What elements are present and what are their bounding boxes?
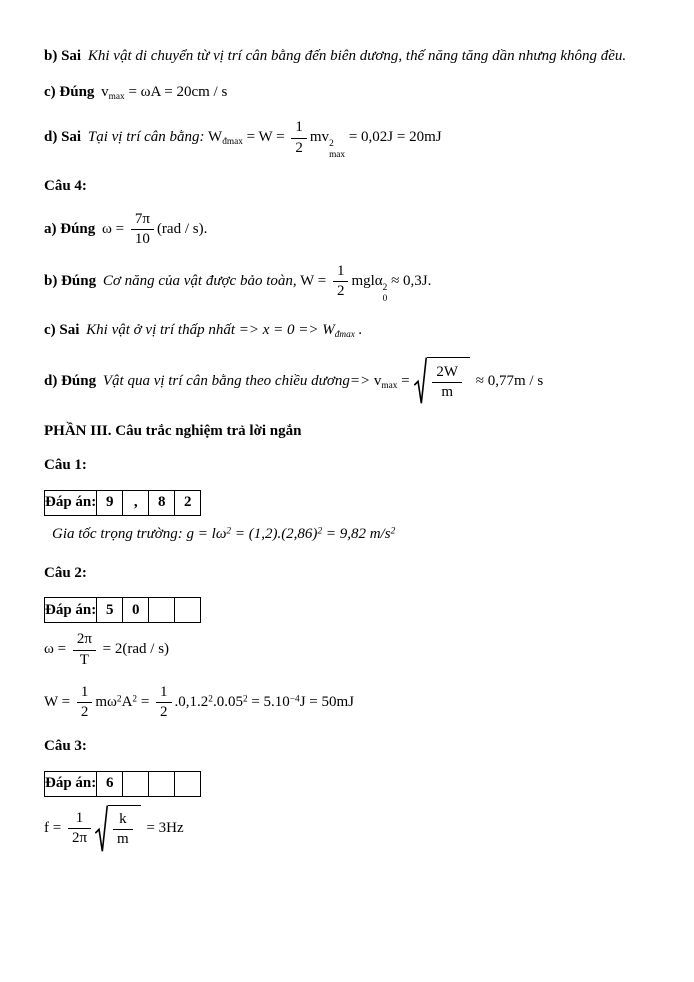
- answer-cell-3: [149, 598, 175, 623]
- formula-vmax: [101, 84, 228, 103]
- radical-sign-icon: [414, 357, 427, 406]
- fraction: [68, 810, 91, 848]
- answer-cell-2: 0: [123, 598, 149, 623]
- answer-cell-3: [149, 771, 175, 796]
- answer-cell-1: 5: [97, 598, 123, 623]
- answer-table-cau1: [44, 490, 201, 516]
- fraction-denominator: T: [79, 651, 89, 668]
- answer-cell-4: 2: [175, 490, 201, 515]
- statement-b3: [44, 46, 652, 67]
- math-text: .0,1.2: [174, 693, 209, 710]
- statement-b4-note: Cơ năng của vật được bảo toàn,: [102, 273, 297, 290]
- math-subscript: max: [329, 150, 346, 161]
- math-var: mω: [95, 693, 117, 710]
- statement-c4-text: [86, 322, 363, 341]
- statement-d3: [44, 119, 652, 161]
- math-text: ≈ 0,77m / s: [475, 373, 544, 390]
- cau1-heading: Câu 1:: [44, 457, 87, 474]
- fraction-numerator: k: [113, 811, 133, 830]
- fraction: [73, 631, 96, 669]
- formula-energy-calc: [44, 683, 355, 720]
- math-superscript: 2: [317, 526, 323, 537]
- formula-vmax-sqrt: [373, 363, 544, 401]
- math-text: W =: [300, 273, 327, 290]
- math-text: =: [140, 693, 150, 710]
- fraction-denominator: 2: [160, 704, 168, 720]
- math-subscript: max: [108, 92, 125, 103]
- square-root: [414, 357, 470, 406]
- math-text: = W =: [246, 129, 285, 146]
- section3-heading: PHẦN III. Câu trắc nghiệm trả lời ngắn: [44, 423, 302, 440]
- formula-energy: [300, 263, 432, 305]
- fraction-denominator: 2: [295, 139, 303, 156]
- answer-cell-2: [123, 771, 149, 796]
- radicand: [427, 357, 470, 406]
- statement-d3-note: Tại vị trí cân bằng:: [87, 129, 205, 146]
- math-superscript: 2: [329, 139, 334, 150]
- math-superscript: 2: [116, 694, 122, 705]
- formula-wdmax: [208, 119, 442, 161]
- math-text: = (1,2).(2,86): [234, 525, 318, 542]
- formula-gravity: [187, 526, 396, 542]
- fraction-numerator: 1: [156, 684, 172, 703]
- math-text: = ωA = 20cm / s: [128, 84, 228, 101]
- answer-cell-4: [175, 598, 201, 623]
- math-text: = 0,02J = 20mJ: [348, 129, 442, 146]
- statement-d4: [44, 357, 652, 406]
- math-superscript: 2: [390, 526, 396, 537]
- answer-label: Đáp án:: [45, 771, 97, 796]
- answer-label: Đáp án:: [45, 490, 97, 515]
- square-root: [95, 805, 141, 854]
- math-superscript: 2: [208, 694, 213, 705]
- answer-row: [45, 490, 201, 515]
- fraction-denominator: 10: [134, 230, 150, 247]
- statement-b4: [44, 263, 652, 305]
- math-text: = 9,82 m/s: [325, 525, 391, 542]
- fraction-numerator: 1: [333, 263, 349, 282]
- cau1-note: Gia tốc trọng trường:: [52, 525, 183, 542]
- answer-cell-3: 8: [149, 490, 175, 515]
- fraction: [156, 684, 172, 722]
- answer-cell-1: 9: [97, 490, 123, 515]
- statement-a4: [44, 211, 652, 249]
- statement-d4-label: d) Đúng: [44, 373, 97, 390]
- math-text: = 5.10: [251, 693, 290, 710]
- fraction-denominator: m: [117, 831, 129, 848]
- fraction: [333, 263, 349, 301]
- fraction: [77, 684, 93, 722]
- math-text: f =: [44, 820, 62, 837]
- fraction: [432, 364, 462, 402]
- statement-c4-label: c) Sai: [44, 322, 80, 339]
- fraction-numerator: 1: [68, 810, 91, 829]
- answer-table-cau2: [44, 597, 201, 623]
- fraction-denominator: 2: [336, 283, 345, 300]
- math-text: ω =: [44, 641, 67, 658]
- fraction: [131, 211, 154, 249]
- math-var: v: [373, 373, 382, 390]
- radical-sign-icon: [95, 805, 108, 854]
- math-subscript: đmax: [222, 137, 243, 148]
- answer-label: Đáp án:: [45, 598, 97, 623]
- math-text: ω =: [102, 220, 125, 237]
- fraction-numerator: 1: [77, 684, 93, 703]
- answer-table-cau3: [44, 771, 201, 797]
- answer-row: [45, 771, 201, 796]
- cau2-formula-energy: [44, 684, 652, 722]
- math-text: ≈ 0,3J.: [391, 273, 432, 290]
- math-superscript: 2: [132, 694, 138, 705]
- math-var: W: [208, 129, 223, 146]
- math-text: .0.05: [212, 693, 243, 710]
- fraction: [291, 119, 307, 157]
- cau3-heading: Câu 3:: [44, 738, 87, 755]
- statement-b3-label: b) Sai: [44, 48, 82, 64]
- math-text: Khi vật ở vị trí thấp nhất => x = 0 => W: [86, 322, 335, 339]
- answer-cell-1: 6: [97, 771, 123, 796]
- math-text: .: [358, 322, 363, 339]
- cau2-heading: Câu 2:: [44, 564, 87, 581]
- math-text: W =: [44, 693, 71, 710]
- statement-a4-label: a) Đúng: [44, 220, 96, 237]
- cau1-solution: [44, 524, 652, 545]
- fraction-numerator: 2W: [432, 364, 462, 383]
- math-text: (rad / s).: [156, 220, 208, 237]
- math-text: = 3Hz: [146, 820, 184, 837]
- math-text: = 2(rad / s): [102, 641, 170, 658]
- math-subscript: đmax: [334, 330, 355, 341]
- cau2-formula-omega: [44, 631, 652, 669]
- statement-c4: [44, 320, 652, 342]
- math-var: mv: [309, 129, 330, 146]
- fraction-numerator: 1: [291, 119, 307, 138]
- answer-cell-2: ,: [123, 490, 149, 515]
- statement-d3-label: d) Sai: [44, 129, 82, 146]
- cau4-heading: Câu 4:: [44, 178, 87, 195]
- fraction-numerator: 2π: [73, 631, 96, 650]
- math-subscript: max: [381, 380, 398, 391]
- cau3-formula: [44, 805, 652, 854]
- answer-row: [45, 598, 201, 623]
- fraction-denominator: 2π: [71, 830, 88, 847]
- math-subscript: 0: [382, 294, 388, 305]
- fraction-denominator: m: [441, 384, 453, 401]
- math-superscript: −4: [289, 694, 300, 705]
- math-var: v: [101, 84, 109, 101]
- math-superscript: 2: [226, 526, 232, 537]
- sub-sup-stack: [383, 283, 388, 305]
- sub-sup-stack: [329, 139, 345, 161]
- math-text: J = 50mJ: [299, 693, 355, 710]
- math-text: =: [401, 373, 410, 390]
- statement-c3-label: c) Đúng: [44, 84, 95, 101]
- math-superscript: 2: [242, 694, 248, 705]
- radicand: [108, 805, 141, 854]
- math-text: g = lω: [186, 525, 227, 542]
- fraction-numerator: 7π: [131, 211, 154, 230]
- statement-b4-label: b) Đúng: [44, 273, 97, 290]
- statement-c3: [44, 82, 652, 104]
- answer-cell-4: [175, 771, 201, 796]
- math-var: A: [121, 693, 133, 710]
- math-var: mglα: [351, 273, 383, 290]
- statement-d4-note: Vật qua vị trí cân bằng theo chiều dương=>: [102, 373, 371, 390]
- statement-b3-text: Khi vật di chuyển từ vị trí cân bằng đến biên dương, thế năng tăng dần nhưng không đều.: [87, 48, 627, 64]
- fraction-denominator: 2: [80, 704, 89, 720]
- math-superscript: 2: [382, 283, 388, 294]
- fraction: [113, 811, 133, 849]
